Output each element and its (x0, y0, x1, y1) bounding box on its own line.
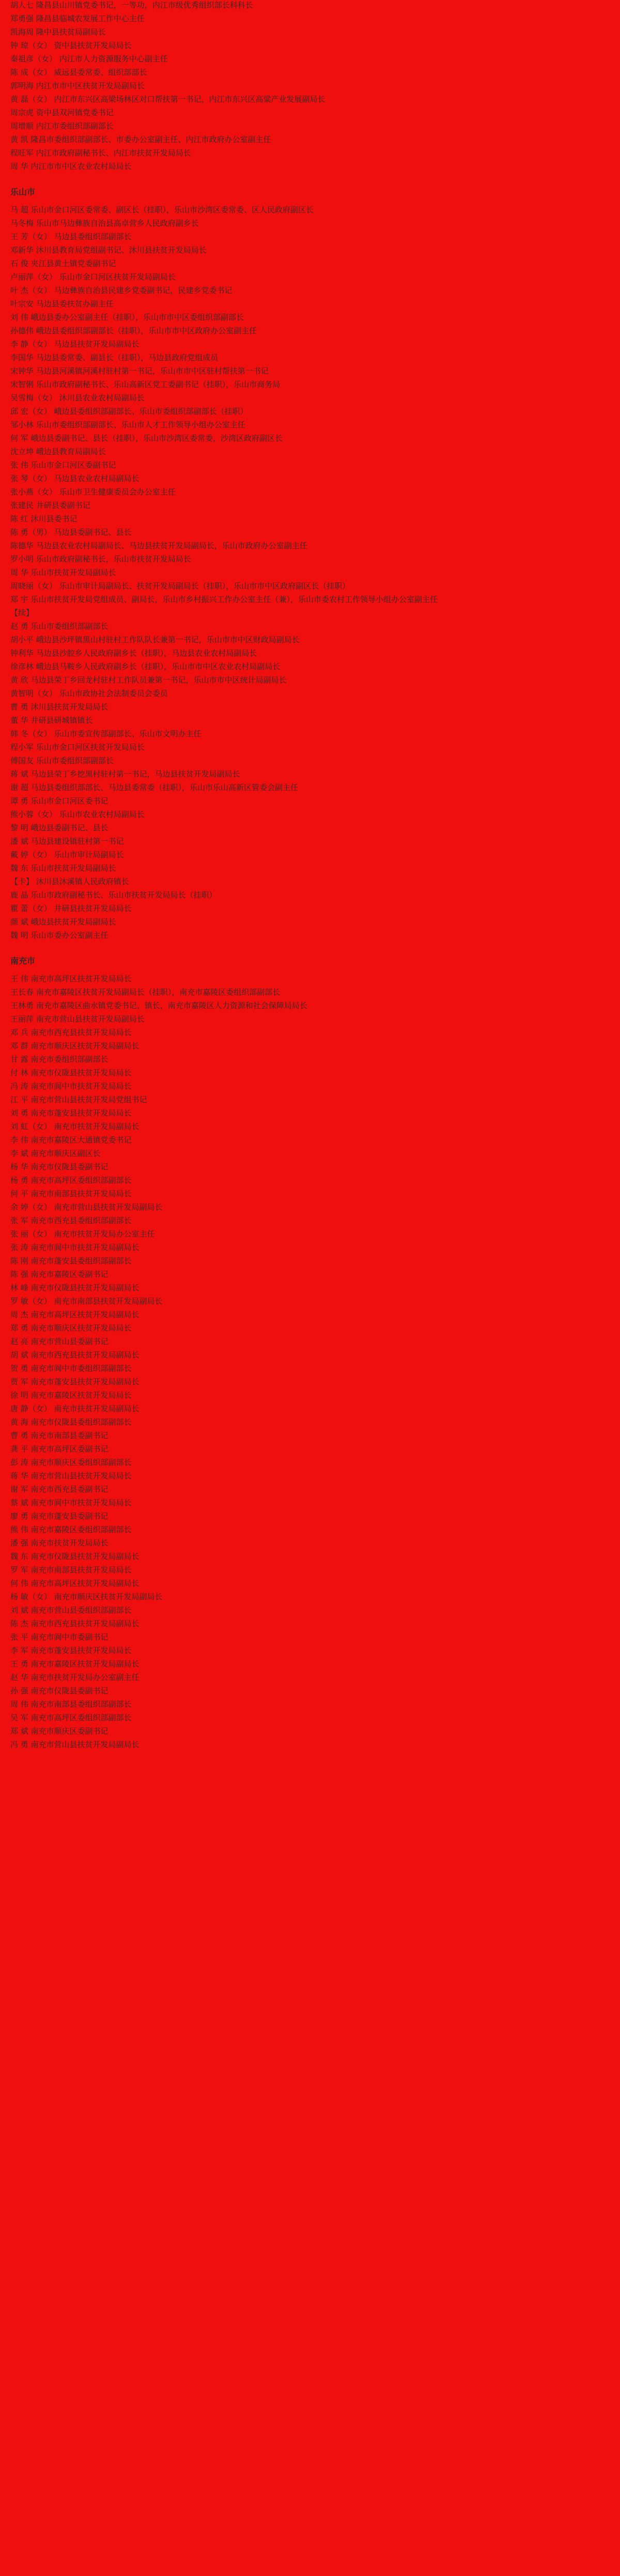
name-entry: 王 勇 南充市嘉陵区扶贫开发局副局长 (10, 1659, 140, 1669)
name-entry: 甘 露 南充市委组织部副部长 (10, 1055, 109, 1064)
name-entry: 瞿 蕾（女） 井研县扶贫开发局局长 (10, 904, 132, 913)
name-entry: 陈 强 南充市嘉陵区委副书记 (10, 1270, 109, 1279)
name-entry: 陈 红 沐川县委书记 (10, 514, 78, 523)
name-entry: 徐 明 南充市嘉陵区扶贫开发局局长 (10, 1391, 132, 1400)
name-entry: 黄 磊（女） 内江市东兴区高梁场林区对口帮扶第一书记，内江市东兴区高粱产业发展副局长 (10, 95, 326, 104)
name-entry: 林 峰 南充市仪陇县扶贫开发局副局长 (10, 1283, 140, 1292)
name-entry: 胡 斌 南充市西充县扶贫开发局副局长 (10, 1350, 140, 1360)
name-entry: 李 军 南充市蓬安县扶贫开发局局长 (10, 1646, 132, 1655)
name-entry: 周 华 乐山市扶贫开发局副局长 (10, 568, 116, 577)
name-entry: 杨 华 南充市仪陇县委副书记 (10, 1162, 109, 1171)
name-entry: 王 伟 南充市高坪区扶贫开发局局长 (10, 974, 132, 983)
name-entry: 李 静（女） 马边县扶贫开发局副局长 (10, 340, 140, 349)
name-entry: 邓 兵 南充市西充县扶贫开发局局长 (10, 1028, 132, 1037)
name-entry: 魏 明 乐山市委办公室副主任 (10, 931, 109, 940)
name-list (10, 974, 620, 1750)
name-entry: 吴 军 南充市高坪区委组织部副部长 (10, 1713, 132, 1722)
name-entry: 董 华 井研县研城镇镇长 (10, 716, 93, 725)
name-entry: 鹿 晶 乐山市政府副秘书长、乐山市扶贫开发局局长（挂职） (10, 890, 217, 900)
name-entry: 郑 斌 南充市顺庆区委副书记 (10, 1726, 109, 1736)
name-entry: 刘 勇 南充市蓬安县扶贫开发局局长 (10, 1108, 132, 1118)
name-entry: 曹 勇 沐川县扶贫开发局局长 (10, 702, 109, 712)
name-entry: 刘 斌 南充市营山县委组织部副部长 (10, 1606, 132, 1615)
name-entry: 孙 强 南充市仪陇县委副书记 (10, 1686, 109, 1695)
name-entry: 【续】 (10, 608, 34, 618)
name-entry: 陈德华 马边县农业农村局副局长、马边县扶贫开发局副局长，乐山市政府办公室副主任 (10, 541, 307, 550)
name-entry: 钟利华 马边县沙腔乡人民政府副乡长（挂职），马边县农业农村局副局长 (10, 649, 257, 658)
name-entry: 王长春 南充市嘉陵区扶贫开发局副局长（挂职），南充市嘉陵区委组织部副部长 (10, 988, 281, 997)
name-entry: 赵 华 南充市扶贫开发局办公室副主任 (10, 1673, 140, 1682)
name-entry: 胡小平 峨边县沙坪镇黑山村驻村工作队队长兼第一书记，乐山市市中区财政局副局长 (10, 635, 300, 644)
name-entry: 陈 勇（男） 马边县委副书记、县长 (10, 528, 132, 537)
name-entry: 冯 涛 南充市阆中市扶贫开发局局长 (10, 1082, 132, 1091)
name-entry: 王林勇 南充市嘉陵区曲水镇党委书记、镇长，南充市嘉陵区人力资源和社会保障局局长 (10, 1001, 307, 1010)
name-entry: 彭 涛 南充市顺庆区委组织部副部长 (10, 1458, 132, 1467)
name-entry: 黎 明 峨边县委副书记、县长 (10, 823, 109, 832)
name-entry: 马 超 乐山市金口河区委常委、副区长（挂职），乐山市沙湾区委常委、区人民政府副区长 (10, 205, 314, 214)
name-entry: 宋智俐 乐山市政府副秘书长、乐山高新区党工委副书记（挂职），乐山市商务局 (10, 380, 281, 389)
name-entry: 张 丽（女） 南充市扶贫开发局办公室主任 (10, 1229, 155, 1239)
name-entry: 潘 强 南充市扶贫开发局局长 (10, 1538, 109, 1548)
name-entry: 叶宗安 马边县委扶贫办副主任 (10, 299, 114, 308)
name-entry: 周 华 内江市市中区农业农村局局长 (10, 162, 132, 171)
name-entry: 李国华 马边县委常委、副县长（挂职），马边县政府党组成员 (10, 353, 219, 362)
name-entry: 罗 军 南充市南部县扶贫开发局局长 (10, 1565, 132, 1575)
name-entry: 周宗虎 资中县双河镇党委书记 (10, 108, 114, 117)
name-entry: 魏 东 南充市仪陇县扶贫开发局副局长 (10, 1552, 140, 1561)
name-entry: 陈 刚 南充市蓬安县委组织部副部长 (10, 1256, 132, 1266)
name-entry: 黄智明（女） 乐山市政协社会法制委员会委员 (10, 689, 168, 698)
name-entry: 凯海周 隆中县扶贫局副局长 (10, 27, 106, 37)
name-entry: 罗 敏（女） 南充市南部县扶贫开发局副局长 (10, 1297, 163, 1306)
name-entry: 杨 敏（女） 南充市顺庆区扶贫开发局副局长 (10, 1592, 163, 1601)
name-entry: 周晓丽（女） 乐山市审计局副局长、扶贫开发局副局长（挂职），乐山市市中区政府副区长（挂职） (10, 581, 350, 591)
name-list (10, 0, 620, 172)
name-entry: 宋钟华 马边县河溪镇河溪村驻村第一书记，乐山市市中区驻村帮扶第一书记 (10, 366, 269, 376)
name-entry: 何 伟 南充市高坪区扶贫开发局副局长 (10, 1579, 140, 1588)
name-entry: 张小燕（女） 乐山市卫生健康委员会办公室主任 (10, 487, 176, 497)
name-entry: 刘 虹（女） 南充市扶贫开发局副局长 (10, 1122, 140, 1131)
name-entry: 王丽萍 南充市营山县扶贫开发局副局长 (10, 1014, 145, 1024)
name-entry: 熊 伟 南充市嘉陵区委组织部副部长 (10, 1525, 132, 1534)
name-entry: 江 平 南充市营山县扶贫开发局党组书记 (10, 1095, 147, 1104)
name-entry: 蔡 斌 南充市阆中市扶贫开发局局长 (10, 1498, 132, 1507)
name-entry: 沈立坤 峨边县教育局副局长 (10, 447, 106, 456)
name-entry: 石 俊 夹江县黄土镇党委副书记 (10, 259, 116, 268)
name-entry: 张 军 南充市西充县委组织部副部长 (10, 1216, 132, 1225)
name-entry: 傅国友 乐山市委组织部副部长 (10, 756, 114, 765)
name-entry: 徐彦林 峨边县马鞍乡人民政府副乡长（挂职），乐山市市中区农业农村局副局长 (10, 662, 281, 671)
name-entry: 颜 斌 峨边县扶贫开发局副局长 (10, 917, 116, 927)
section-title-leshan: 乐山市 (10, 187, 36, 197)
name-entry: 戴 婷（女） 乐山市审计局副局长 (10, 850, 124, 859)
name-entry: 马冬梅 乐山市马边彝族自治县高卓营乡人民政府副乡长 (10, 219, 199, 228)
name-entry: 【卡】 沐川县沐溪镇人民政府镇长 (10, 877, 129, 886)
name-entry: 钟 琼（女） 资中县扶贫开发局局长 (10, 41, 132, 50)
name-entry: 刘 伟 峨边县委办公室副主任（挂职），乐山市市中区委组织部副部长 (10, 313, 244, 322)
name-entry: 郑 宇 乐山市扶贫开发局党组成员、副局长，乐山市乡村振兴工作办公室主任（兼），乐山市委农村工作领导小组办公室副主任 (10, 595, 438, 604)
name-entry: 冯 勇 南充市营山县扶贫开发局副局长 (10, 1740, 140, 1749)
name-entry: 贾 军 南充市蓬安县扶贫开发局副局长 (10, 1377, 140, 1386)
name-entry: 余 婷（女） 南充市营山县扶贫开发局副局长 (10, 1202, 163, 1212)
name-entry: 周增顺 内江市委组织部副部长 (10, 121, 114, 131)
name-entry: 张 琴（女） 马边县农业农村局副局长 (10, 474, 140, 483)
name-entry: 廖 勇 南充市蓬安县委副书记 (10, 1511, 109, 1521)
name-entry: 贺 勇 南充市阆中市委组织部副部长 (10, 1364, 132, 1373)
name-entry: 吴雪梅（女） 沐川县农业农村局副局长 (10, 393, 145, 403)
name-entry: 蒋 华 南充市营山县扶贫开发局局长 (10, 1471, 132, 1480)
name-entry: 罗小明 乐山市政府副秘书长，乐山市扶贫开发局局长 (10, 554, 191, 564)
name-entry: 程旺军 内江市政府副秘书长、内江市扶贫开发局局长 (10, 148, 191, 158)
name-entry: 韩 冬（女） 乐山市委宣传部副部长、乐山市文明办主任 (10, 729, 202, 738)
name-entry: 卢丽萍（女） 乐山市金口河区扶贫开发局副局长 (10, 272, 176, 282)
name-entry: 唐 静（女） 南充市扶贫开发局副局长 (10, 1404, 140, 1413)
name-entry: 黄 凯 隆昌市委组织部副部长、市委办公室副主任、内江市政府办公室副主任 (10, 135, 271, 144)
name-entry: 陈 成（女） 威远县委常委、组织部部长 (10, 68, 147, 77)
name-entry: 赵 亮 南充市营山县委副书记 (10, 1337, 109, 1346)
name-entry: 邱 宏（女） 峨边县委组织部副部长、乐山市委组织部副部长（挂职） (10, 407, 248, 416)
name-entry: 曹 勇 南充市南部县委副书记 (10, 1431, 109, 1440)
name-entry: 付 林 南充市仪陇县扶贫开发局局长 (10, 1068, 132, 1077)
name-entry: 何 平 南充市南部县扶贫开发局局长 (10, 1189, 132, 1198)
name-entry: 程小军 乐山市金口河区扶贫开发局局长 (10, 743, 145, 752)
name-entry: 叶 杰（女） 马边彝族自治县民建乡党委副书记，民建乡党委书记 (10, 286, 233, 295)
name-entry: 张 平 南充市阆中市委副书记 (10, 1632, 109, 1642)
name-entry: 谢 超 马边县委组织部部长、马边县委常委（挂职），乐山市乐山高新区管委会副主任 (10, 783, 299, 792)
name-entry: 秦祖彦（女） 内江市人力资源服务中心副主任 (10, 54, 168, 64)
name-entry: 谢 军 南充市西充县委副书记 (10, 1485, 109, 1494)
name-entry: 黄 欣 马边县荣丁乡回龙村驻村工作队员兼第一书记，乐山市市中区统计局副局长 (10, 675, 287, 685)
name-entry: 周 杰 南充市高坪区扶贫开发局副局长 (10, 1310, 140, 1319)
name-entry: 魏 东 乐山市扶贫开发局副局长 (10, 863, 116, 873)
name-entry: 郑 勇 南充市顺庆区扶贫开发局局长 (10, 1323, 132, 1333)
name-entry: 邓 群 南充市顺庆区扶贫开发局副局长 (10, 1041, 140, 1051)
name-entry: 赵 勇 乐山市委组织部副部长 (10, 622, 109, 631)
name-entry: 王 芳（女） 马边县委组织部副部长 (10, 232, 132, 241)
name-entry: 杨 勇 南充市高坪区委组织部副部长 (10, 1176, 132, 1185)
name-entry: 张建民 井研县委副书记 (10, 501, 90, 510)
name-entry: 孙德伟 峨边县委组织部副部长（挂职），乐山市市中区政府办公室副主任 (10, 326, 257, 335)
section-title-nanchong: 南充市 (10, 956, 36, 966)
name-entry: 张 伟 乐山市金口河区委副书记 (10, 460, 116, 470)
name-entry: 蒋 斌 马边县荣丁乡挖黑村驻村第一书记，马边县扶贫开发局副局长 (10, 769, 240, 779)
name-entry: 邹小林 乐山市委组织部副部长、乐山市人才工作领导小组办公室主任 (10, 420, 245, 429)
section-nanchong (10, 974, 620, 1750)
name-entry: 李 伟 南充市嘉陵区大通镇党委书记 (10, 1135, 132, 1145)
name-entry: 张 涛 南充市阆中市扶贫开发局副局长 (10, 1243, 140, 1252)
name-list (10, 205, 620, 940)
name-entry: 龚 平 南充市高坪区委副书记 (10, 1444, 109, 1454)
name-entry: 何 军 峨边县委副书记、县长（挂职），乐山市沙湾区委常委，沙湾区政府副区长 (10, 434, 283, 443)
name-entry: 郭明海 内江市市中区扶贫开发局副局长 (10, 81, 145, 90)
name-entry: 邓新华 沐川县教育局党组副书记、沐川县扶贫开发局局长 (10, 245, 207, 255)
section-leshan (10, 205, 620, 940)
name-entry: 胡人七 隆昌县山川镇党委书记，一等功，内江市级优秀组织部长科科长 (10, 1, 253, 10)
name-entry: 郑勇强 隆昌县临城农发展工作中心主任 (10, 14, 145, 23)
name-entry: 周 伟 南充市南部县委组织部副部长 (10, 1700, 132, 1709)
name-entry: 黄 海 南充市仪陇县委组织部副部长 (10, 1417, 132, 1427)
name-entry: 李 斌 南充市顺庆区副区长 (10, 1149, 101, 1158)
name-entry: 熊小蓉（女） 乐山市农业农村局副局长 (10, 810, 145, 819)
name-entry: 谭 勇 乐山市金口河区委书记 (10, 796, 109, 806)
section-continuation (10, 0, 620, 172)
name-entry: 潘 斌 马边县建设镇驻村第一书记 (10, 837, 124, 846)
name-entry: 陈 杰 南充市西充县扶贫开发局副局长 (10, 1619, 140, 1628)
